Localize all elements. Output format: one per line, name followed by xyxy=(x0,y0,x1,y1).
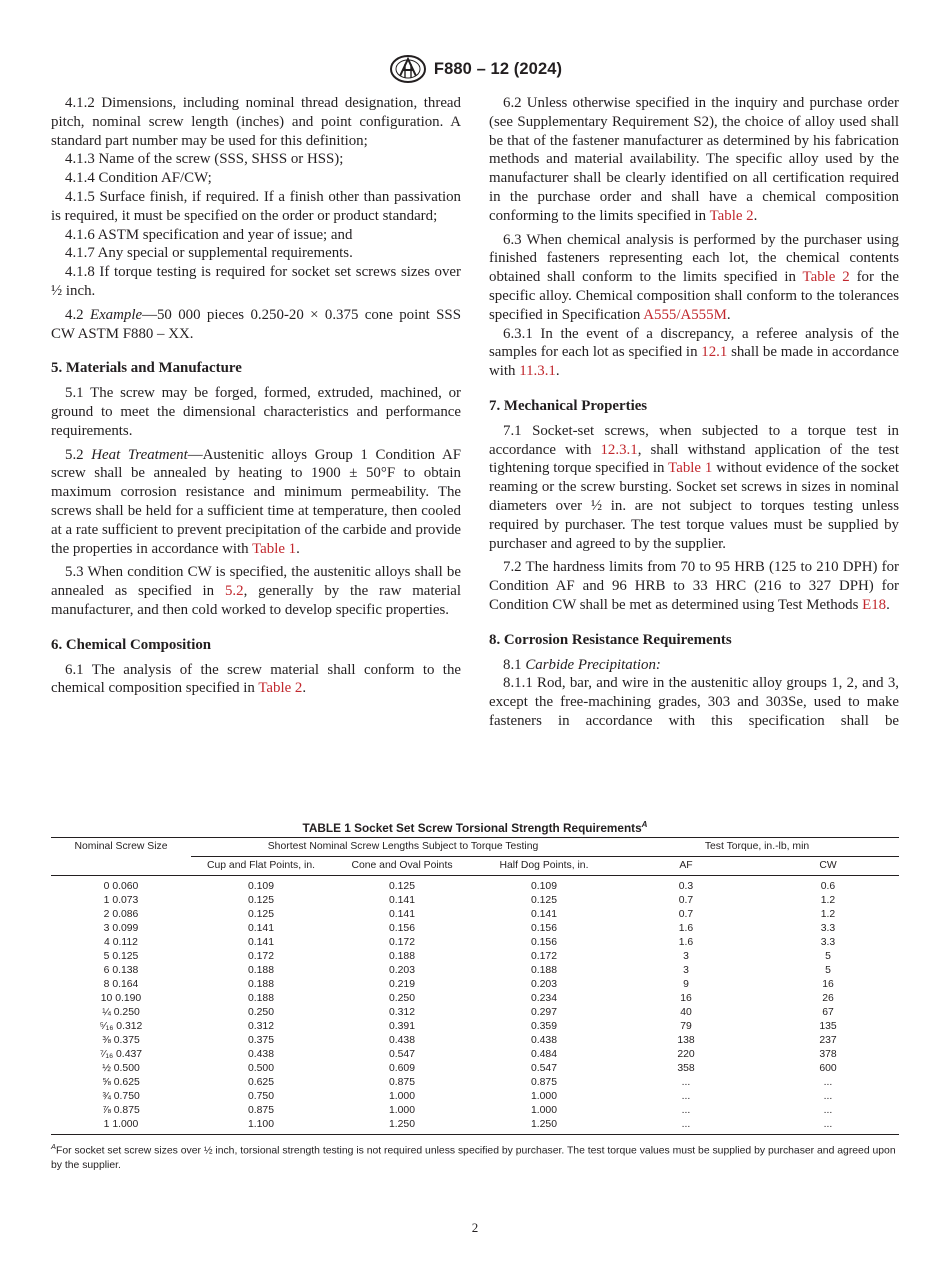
table-cell: 0.7 xyxy=(678,894,694,906)
section-5-heading: 5. Materials and Manufacture xyxy=(51,360,242,377)
table-cell: 0.203 xyxy=(530,978,557,990)
table-cell: 0.141 xyxy=(530,908,557,920)
table-1-link[interactable]: Table 1 xyxy=(668,460,713,477)
table-cell: 1 1.000 xyxy=(103,1118,139,1130)
table-cell: ¾ 0.750 xyxy=(102,1090,140,1102)
section-12-1-link[interactable]: 12.1 xyxy=(701,344,728,361)
table-cell: 0.438 xyxy=(388,1034,415,1046)
table-2-link[interactable]: Table 2 xyxy=(258,680,303,697)
table-cell: 0.156 xyxy=(530,936,557,948)
table-cell: 0.875 xyxy=(388,1076,415,1088)
paragraph-5-3: 5.3 When condition CW is specified, the austenitic alloys shall be annealed as specified in 5.2, generally by the raw material manufacturer, and then cold worked to develop specific properties. xyxy=(51,564,461,618)
table-cell: ... xyxy=(823,1118,833,1130)
paragraph-7-2: 7.2 The hardness limits from 70 to 95 HRB (125 to 210 DPH) for Condition AF and 96 HRB to 33 HRC (216 to 327 DPH) for Condition CW shall be met as determined using Test Methods E18. xyxy=(489,559,899,613)
table-cell: ... xyxy=(681,1076,691,1088)
paragraph-6-2: 6.2 Unless otherwise specified in the inquiry and purchase order (see Supplementary Requirement S2), the choice of alloy used shall be that of the fastener manufacturer as determined by his fabrication methods and material availability. The specific alloy used by the manufacturer shall be clearly identified on all certification required in the purchase order and shall have a chemical composition conforming to the limits specified in Table 2. xyxy=(489,95,899,224)
section-12-3-1-link[interactable]: 12.3.1 xyxy=(600,441,638,458)
paragraph-5-2: 5.2 Heat Treatment—Austenitic alloys Group 1 Condition AF screw shall be annealed by heating to 1900 ± 50°F to obtain maximum corrosion resistance and minimum permeability. The screws shall be held for a sufficient time at temperature, then cooled at a rate sufficient to prevent precipitation of the carbide and provide the properties in accordance with Table 1. xyxy=(51,446,461,557)
paragraph-4-1-3: 4.1.3 Name of the screw (SSS, SHSS or HSS); xyxy=(65,151,344,168)
table-row xyxy=(51,1048,899,1062)
table-cell: 5 xyxy=(825,950,831,962)
table-cell: 0.3 xyxy=(678,880,694,892)
table-cell: 0.875 xyxy=(247,1104,274,1116)
table-cell: 0.312 xyxy=(247,1020,274,1032)
table-cell: 0.125 xyxy=(247,908,274,920)
table-cell: 0.125 xyxy=(388,880,415,892)
table-cell: 16 xyxy=(680,992,692,1004)
table-row xyxy=(51,922,899,936)
section-5-2-link[interactable]: 5.2 xyxy=(224,583,244,600)
table-cell: 0.172 xyxy=(530,950,557,962)
section-6-heading: 6. Chemical Composition xyxy=(51,636,212,653)
table-cell: ... xyxy=(823,1076,833,1088)
section-8-heading: 8. Corrosion Resistance Requirements xyxy=(489,631,732,648)
paragraph-4-1-6: 4.1.6 ASTM specification and year of issue; and xyxy=(65,226,353,243)
table-cell: 8 0.164 xyxy=(103,978,139,990)
table-cell: ⅞ 0.875 xyxy=(102,1104,140,1116)
table-1-footnote: $^A$For socket set screw sizes over ½ inch, torsional strength testing is not required unless specified by purchaser. The test torque values must be supplied by purchaser and agreed upon by the supplier. xyxy=(51,1141,896,1172)
table-cell: 0.188 xyxy=(247,978,274,990)
table-cell: 220 xyxy=(677,1048,695,1060)
right-column xyxy=(489,94,899,731)
table-cell: 0.188 xyxy=(388,950,415,962)
paragraph-6-1: 6.1 The analysis of the screw material shall conform to the chemical composition specified in Table 2. xyxy=(51,661,461,697)
paragraph-5-1: 5.1 The screw may be forged, formed, extruded, machined, or ground to meet the dimensional characteristics and performance requirements. xyxy=(51,385,461,439)
table-row xyxy=(51,894,899,908)
header-empty xyxy=(51,856,191,875)
table-cell: 0.625 xyxy=(247,1076,274,1088)
table-cell: 0.438 xyxy=(530,1034,557,1046)
table-cell: 1.000 xyxy=(388,1090,415,1102)
table-row xyxy=(51,1020,899,1034)
table-cell: 0.6 xyxy=(820,880,836,892)
table-cell: ⅜ 0.375 xyxy=(102,1034,140,1046)
table-cell: 0 0.060 xyxy=(103,880,139,892)
table-cell: 5 0.125 xyxy=(103,950,139,962)
table-row xyxy=(51,1034,899,1048)
table-cell: 0.547 xyxy=(530,1062,557,1074)
paragraph-4-1-8: 4.1.8 If torque testing is required for socket set screws sizes over ½ inch. xyxy=(51,264,461,299)
table-row xyxy=(51,950,899,964)
table-cell: 0.141 xyxy=(388,894,415,906)
paragraph-8-1: 8.1 Carbide Precipitation: xyxy=(503,656,661,673)
header-nominal-size: Nominal Screw Size xyxy=(74,840,168,852)
header-af: AF xyxy=(615,856,757,875)
table-cell: 1.000 xyxy=(530,1090,557,1102)
table-cell: 0.203 xyxy=(388,964,415,976)
table-cell: 3.3 xyxy=(820,922,836,934)
table-cell: 1.000 xyxy=(388,1104,415,1116)
table-cell: 237 xyxy=(819,1034,837,1046)
table-1-block xyxy=(51,820,899,1173)
table-row xyxy=(51,964,899,978)
table-cell: 0.375 xyxy=(247,1034,274,1046)
table-row xyxy=(51,1006,899,1020)
header-shortest-lengths: Shortest Nominal Screw Lengths Subject to Torque Testing xyxy=(267,840,539,852)
page-number: 2 xyxy=(471,1220,479,1235)
table-cell: 3 xyxy=(683,950,689,962)
table-cell: 1.2 xyxy=(820,894,836,906)
table-cell: 1.250 xyxy=(530,1118,557,1130)
table-cell: 1 0.073 xyxy=(103,894,139,906)
header-cone-oval: Cone and Oval Points xyxy=(331,856,473,875)
table-cell: 0.875 xyxy=(530,1076,557,1088)
table-cell: 40 xyxy=(680,1006,692,1018)
table-cell: 0.188 xyxy=(247,992,274,1004)
table-row xyxy=(51,936,899,950)
table-cell: 0.609 xyxy=(388,1062,415,1074)
table-row xyxy=(51,992,899,1006)
table-cell: 67 xyxy=(822,1006,834,1018)
header-test-torque: Test Torque, in.-lb, min xyxy=(704,840,810,852)
table-cell: 0.156 xyxy=(388,922,415,934)
table-cell: 1.100 xyxy=(247,1118,274,1130)
table-cell: 1.6 xyxy=(678,922,694,934)
table-cell: 0.188 xyxy=(247,964,274,976)
torsional-strength-table xyxy=(51,837,899,1135)
document-designation: F880 – 12 (2024) xyxy=(433,59,563,78)
table-cell: 9 xyxy=(683,978,689,990)
table-cell: 0.250 xyxy=(388,992,415,1004)
table-row xyxy=(51,875,899,894)
table-cell: 358 xyxy=(677,1062,695,1074)
table-cell: 0.547 xyxy=(388,1048,415,1060)
table-cell: ⅝ 0.625 xyxy=(102,1076,140,1088)
table-cell: 0.109 xyxy=(530,880,557,892)
table-cell: 1.000 xyxy=(530,1104,557,1116)
table-cell: 2 0.086 xyxy=(103,908,139,920)
table-cell: 0.172 xyxy=(247,950,274,962)
paragraph-4-2: 4.2 Example—50 000 pieces 0.250-20 × 0.375 cone point SSS CW ASTM F880 – XX. xyxy=(51,306,461,342)
table-1-title: TABLE 1 Socket Set Screw Torsional Strength Requirements$^A$ xyxy=(302,820,648,835)
paragraph-4-1-5: 4.1.5 Surface finish, if required. If a finish other than passivation is required, it must be specified on the order or product standard; xyxy=(51,188,461,224)
table-cell: 1.6 xyxy=(678,936,694,948)
table-row xyxy=(51,908,899,922)
table-cell: 0.172 xyxy=(388,936,415,948)
table-cell: 6 0.138 xyxy=(103,964,139,976)
table-cell: 79 xyxy=(680,1020,692,1032)
section-7-heading: 7. Mechanical Properties xyxy=(489,397,648,414)
table-cell: 0.438 xyxy=(247,1048,274,1060)
table-cell: 135 xyxy=(819,1020,837,1032)
paragraph-6-3-1: 6.3.1 In the event of a discrepancy, a referee analysis of the samples for each lot as specified in 12.1 shall be made in accordance with 11.3.1. xyxy=(489,325,899,380)
table-cell: 0.500 xyxy=(247,1062,274,1074)
paragraph-6-3: 6.3 When chemical analysis is performed by the purchaser using finished fasteners representing each lot, the chemical contents obtained shall conform to the limits specified in Table 2 for the specific alloy. Chemical composition shall conform to the tolerances specified in Specification A555/A555M. xyxy=(489,231,899,323)
header-half-dog: Half Dog Points, in. xyxy=(473,856,615,875)
table-cell: ... xyxy=(823,1104,833,1116)
table-cell: 0.125 xyxy=(530,894,557,906)
section-11-3-1-link[interactable]: 11.3.1 xyxy=(519,363,556,380)
table-cell: 0.484 xyxy=(530,1048,557,1060)
table-cell: 0.391 xyxy=(388,1020,415,1032)
table-cell: ¼ 0.250 xyxy=(102,1006,140,1018)
table-cell: ... xyxy=(681,1090,691,1102)
table-row xyxy=(51,1104,899,1118)
page-header xyxy=(0,54,950,89)
header-cw: CW xyxy=(757,856,899,875)
paragraph-4-1-7: 4.1.7 Any special or supplemental requirements. xyxy=(65,245,353,262)
table-cell: 3 0.099 xyxy=(103,922,139,934)
spec-a555-link[interactable]: A555/A555M xyxy=(643,306,727,323)
table-cell: 138 xyxy=(677,1034,695,1046)
table-1-link[interactable]: Table 1 xyxy=(252,540,297,557)
paragraph-7-1: 7.1 Socket-set screws, when subjected to a torque test in accordance with 12.3.1, shall withstand application of the test tightening torque specified in Table 1 without evidence of the socket reaming or the screw bursting. Socket set screws in sizes in nominal diameters over ½ in. are not subject to torques testing unless required by purchaser. The test torque values must be supplied by purchaser and agreed to by the supplier. xyxy=(489,422,899,552)
table-cell: ⁷⁄₁₆ 0.437 xyxy=(99,1048,143,1060)
table-cell: 0.297 xyxy=(530,1006,557,1018)
table-cell: ... xyxy=(681,1104,691,1116)
table-cell: 0.188 xyxy=(530,964,557,976)
table-row xyxy=(51,1076,899,1090)
table-cell: ... xyxy=(823,1090,833,1102)
table-cell: ½ 0.500 xyxy=(102,1062,140,1074)
table-cell: 0.750 xyxy=(247,1090,274,1102)
table-cell: 0.125 xyxy=(247,894,274,906)
paragraph-4-1-2: 4.1.2 Dimensions, including nominal thread designation, thread pitch, nominal screw length (inches) and point configuration. A standard part number may be used for this definition; xyxy=(51,95,461,149)
table-cell: 1.250 xyxy=(388,1118,415,1130)
table-cell: 1.2 xyxy=(820,908,836,920)
table-cell: 0.312 xyxy=(388,1006,415,1018)
table-row xyxy=(51,1090,899,1104)
table-row xyxy=(51,1062,899,1076)
table-cell: 600 xyxy=(819,1062,837,1074)
table-cell: 0.156 xyxy=(530,922,557,934)
table-2-link[interactable]: Table 2 xyxy=(802,269,850,286)
table-cell: 0.359 xyxy=(530,1020,557,1032)
table-row xyxy=(51,978,899,992)
table-cell: 4 0.112 xyxy=(104,936,138,948)
table-cell: 16 xyxy=(822,978,834,990)
table-cell: 26 xyxy=(822,992,834,1004)
paragraph-8-1-1: 8.1.1 Rod, bar, and wire in the austenitic alloy groups 1, 2, and 3, except the free-machining grades, 303 and 303Se, used to make fasteners in accordance with this specification shall be xyxy=(489,675,899,729)
table-cell: 3.3 xyxy=(820,936,836,948)
table-cell: 0.234 xyxy=(530,992,557,1004)
table-cell: 0.250 xyxy=(247,1006,274,1018)
table-cell: 10 0.190 xyxy=(100,992,142,1004)
table-cell: 0.141 xyxy=(247,936,274,948)
header-cup-flat: Cup and Flat Points, in. xyxy=(191,856,331,875)
paragraph-4-1-4: 4.1.4 Condition AF/CW; xyxy=(65,170,212,187)
table-cell: 0.7 xyxy=(678,908,694,920)
table-cell: ⁵⁄₁₆ 0.312 xyxy=(99,1020,143,1032)
table-cell: 5 xyxy=(825,964,831,976)
table-cell: 0.141 xyxy=(247,922,274,934)
left-column xyxy=(51,94,461,698)
table-1-body xyxy=(51,875,899,1134)
table-row xyxy=(51,1118,899,1135)
table-cell: 0.141 xyxy=(388,908,415,920)
test-method-e18-link[interactable]: E18 xyxy=(862,596,887,613)
table-2-link[interactable]: Table 2 xyxy=(709,207,754,224)
table-cell: 0.109 xyxy=(247,880,274,892)
table-cell: 0.219 xyxy=(388,978,415,990)
table-cell: ... xyxy=(681,1118,691,1130)
table-cell: 3 xyxy=(683,964,689,976)
table-cell: 378 xyxy=(819,1048,837,1060)
astm-logo-icon xyxy=(388,54,428,84)
